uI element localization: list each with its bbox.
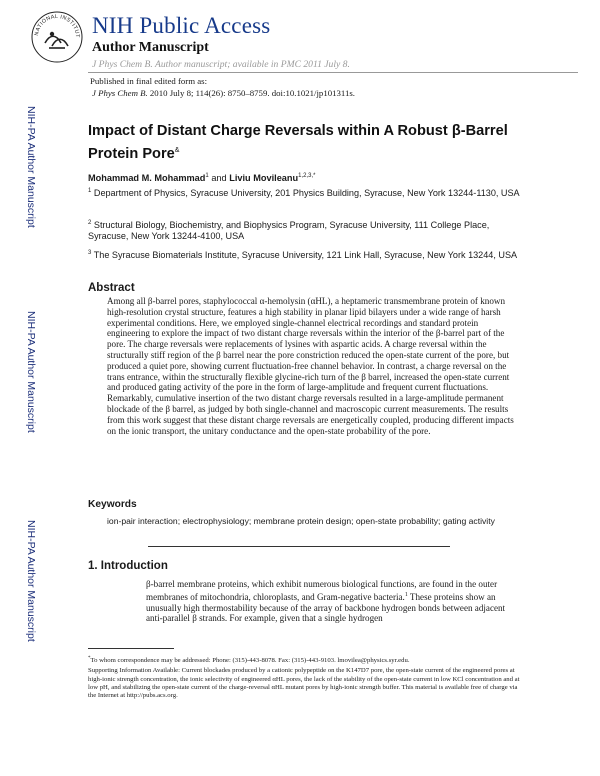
affiliation-number: 1 [88, 188, 92, 194]
author-affil-mark: 1,2,3,* [298, 173, 316, 179]
introduction-heading: 1. Introduction [88, 560, 168, 572]
section-divider [148, 546, 450, 547]
affiliation-number: 2 [88, 220, 92, 226]
footnote-mark: * [88, 656, 91, 661]
nih-logo-icon [30, 10, 84, 64]
supporting-info-footnote: Supporting Information Available: Current blockades produced by a cationic polypeptide on the K147D7 pore, the open-state current of the engineered pores at high-ionic strength concentration, the ionic selectivity of engineered αHL pores, the lack of the stability of the open-state current in low KCl concentration and at low pH, and stabilizing the open-state current of the charge-reversal αHL mutant pores by high-ionic strength buffer. This material is available free of charge via the Internet at http://pubs.acs.org. [88, 667, 520, 700]
article-title [88, 121, 528, 164]
svg-text:NATIONAL INSTITUTES OF HEALTH [30, 10, 80, 38]
publication-citation [92, 88, 355, 99]
correspondence-footnote [88, 655, 520, 665]
keywords-heading: Keywords [88, 499, 137, 510]
sidebar-label-1: NIH-PA Author Manuscript [25, 106, 37, 228]
footnote-divider [88, 648, 174, 649]
sidebar-label-3: NIH-PA Author Manuscript [25, 520, 37, 642]
reference-mark: 1 [404, 591, 408, 598]
affiliation-2 [88, 218, 528, 242]
author-conjunction: and [211, 173, 227, 184]
article-title-text: Impact of Distant Charge Reversals within A Robust β-Barrel Protein Pore [88, 123, 508, 162]
affiliation-text: The Syracuse Biomaterials Institute, Syracuse University, 121 Link Hall, Syracuse, New York 13244, USA [93, 250, 518, 261]
abstract-body: Among all β-barrel pores, staphylococcal α-hemolysin (αHL), a heptameric transmembrane protein of known high-resolution crystal structure, features a high stability in planar lipid bilayers under a wide range of harsh experimental conditions. Here, we employed single-channel electrical recordings and standard protein engineering to explore the impact of two distant charge reversals within the interior of the β-barrel part of the pore. The charge reversals were replacements of lysines with aspartic acids. A charge reversal within the structurally stiff region of the β barrel near the pore constriction reduced the open-state current of the pore, but produced a quiet pore, showing current fluctuation-free channel behavior. In contrast, a charge reversal on the trans entrance, within the structurally flexible glycine-rich turn of the β barrel, increased the open-state current and produced gating activity of the pore in the form of large-amplitude and frequent current fluctuations. Remarkably, cumulative insertion of the two distant charge reversals resulted in a large-amplitude permanent blockade of the β barrel, as judged by both single-channel and macroscopic current measurements. The results from this work suggest that these distant charge reversals are energetically coupled, producing different impacts on the ionic transport, the unitary conductance and the open-state probability of the pore. [107, 296, 514, 436]
footnotes [88, 655, 520, 702]
journal-availability-note: J Phys Chem B. Author manuscript; available in PMC 2011 July 8. [92, 59, 350, 70]
header-divider [88, 72, 578, 73]
citation-journal: J Phys Chem B. [92, 88, 148, 98]
intro-text-continued: These proteins show an unusually high thermostability because of the array of backbone hydrogen bonds between adjacent anti-parallel β strands. For example, given that a single hydrogen [146, 591, 506, 624]
affiliation-text: Structural Biology, Biochemistry, and Biophysics Program, Syracuse University, 111 College Place, Syracuse, New York 13244-4100, USA [88, 220, 490, 242]
author-name: Mohammad M. Mohammad [88, 173, 206, 184]
author-manuscript-subtitle: Author Manuscript [92, 40, 209, 55]
affiliation-1 [88, 186, 528, 199]
introduction-body [146, 579, 518, 624]
nih-public-access-title: NIH Public Access [92, 13, 271, 38]
author-name: Liviu Movileanu [229, 173, 299, 184]
correspondence-text: To whom correspondence may be addressed: Phone: (315)-443-8078. Fax: (315)-443-9103. lmovilea@physics.syr.edu. [90, 657, 410, 665]
title-footnote-mark: & [174, 147, 180, 154]
logo-ring-text: NATIONAL INSTITUT [33, 13, 81, 39]
author-list [88, 173, 316, 183]
affiliation-number: 3 [88, 250, 92, 256]
published-label: Published in final edited form as: [90, 76, 208, 86]
affiliation-3 [88, 248, 528, 261]
sidebar-label-2: NIH-PA Author Manuscript [25, 311, 37, 433]
keywords-list: ion-pair interaction; electrophysiology; membrane protein design; open-state probability; gating activity [107, 516, 495, 526]
citation-details: 2010 July 8; 114(26): 8750–8759. doi:10.1021/jp101311s. [149, 88, 356, 98]
affiliation-text: Department of Physics, Syracuse University, 201 Physics Building, Syracuse, New York 13244-1130, USA [93, 188, 520, 199]
intro-text: β-barrel membrane proteins, which exhibit numerous biological functions, are found in the outer membranes of mitochondria, chloroplasts, and Gram-negative bacteria. [146, 579, 498, 602]
author-affil-mark: 1 [205, 173, 209, 179]
abstract-heading: Abstract [88, 282, 135, 294]
